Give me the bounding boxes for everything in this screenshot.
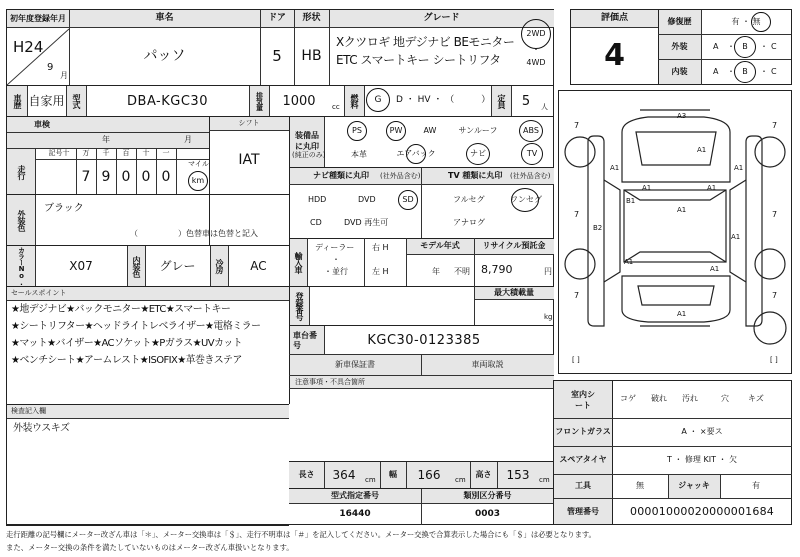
jack-value: 有 — [752, 481, 760, 490]
mile-label: マイル — [188, 160, 209, 168]
diag-corner-bl: [ ] — [572, 356, 580, 364]
owner-manual: 車両取説 — [471, 360, 504, 369]
interior-color-value: グレー — [159, 259, 196, 273]
model-value: DBA-KGC30 — [127, 93, 208, 109]
diag-a3: A3 — [677, 112, 687, 120]
drive-2wd: 2WD — [526, 29, 546, 38]
spare-tire-value: T ・ 修理 KIT ・ 欠 — [666, 455, 738, 464]
chassis-value: KGC30-0123385 — [367, 332, 481, 348]
grade-text: Xクツロギ 地デジナビ BEモニター ETC スマートキー シートリフタ — [336, 35, 515, 67]
fuel-other: D ・ HV ・ （ ） — [396, 95, 491, 105]
length-unit: cm — [365, 476, 376, 484]
model-year-label: モデル年式 — [420, 241, 460, 250]
equip-label: 装備品に丸印 — [295, 131, 319, 151]
equip-navi: ナビ — [470, 149, 486, 158]
height-unit: cm — [539, 476, 550, 484]
equip-airbag: エアバック — [396, 149, 436, 158]
tv-title: TV 種類に丸印 — [448, 171, 503, 180]
car-outline — [558, 90, 792, 374]
tv-analog: アナログ — [453, 218, 485, 227]
tv-fullseg: フルセグ — [453, 195, 485, 204]
equip-tv: TV — [526, 149, 538, 158]
ac-value: AC — [250, 259, 267, 273]
length-label: 長さ — [298, 470, 315, 479]
chassis-label: 車台番号 — [293, 331, 317, 350]
recycle-label: リサイクル預託金 — [482, 241, 546, 250]
inspection-label: 車検 — [34, 119, 50, 129]
sales-point-label: セールスポイント — [11, 289, 67, 297]
tv-oneseg: ワンセグ — [510, 195, 542, 204]
mgmt-no-label: 管理番号 — [567, 506, 599, 516]
displacement-label: 排気量 — [255, 92, 264, 110]
cc-unit: cc — [332, 103, 340, 111]
equip-sub: (純正のみ) — [292, 151, 326, 159]
type-no-label: 型式指定番号 — [331, 491, 379, 500]
shift-label: シフト — [238, 119, 260, 127]
navi-dvd-play: DVD 再生可 — [344, 218, 389, 227]
repair-value: 有 ・ 無 — [731, 17, 761, 26]
digit-label-5: 十 — [142, 149, 150, 157]
fuel-g: G — [374, 94, 382, 105]
spare-tire-label: スペアタイヤ — [559, 455, 607, 464]
navi-dvd: DVD — [358, 195, 376, 204]
equip-aw: AW — [423, 126, 437, 135]
drive-4wd: 4WD — [526, 58, 546, 67]
door-count: 5 — [272, 46, 282, 65]
interior-color-label: 内装色 — [132, 255, 141, 277]
ext-grade-b: B — [742, 42, 748, 51]
seat-hole: 穴 — [721, 394, 729, 403]
diag-a1-lower-left: A1 — [624, 258, 634, 266]
navi-hdd: HDD — [308, 195, 327, 204]
max-load-unit: kg — [544, 313, 553, 321]
diag-mark-tr: 7 — [772, 121, 778, 130]
navi-sub: (社外品含む) — [380, 172, 421, 180]
import-right-h: 右 H — [372, 243, 389, 252]
footer-note-2: また、メーター交換の条件を満たしていないものはメーター改ざん車扱いとなります。 — [6, 543, 294, 552]
body-shape: HB — [301, 48, 322, 64]
first-reg-label: 初年度登録年月 — [10, 13, 66, 23]
score-value: 4 — [604, 38, 625, 73]
model-year-unit: 年 — [432, 267, 440, 276]
color-no-value: X07 — [69, 259, 93, 273]
diag-a1-mid-right: A1 — [707, 184, 717, 192]
class-no-label: 類別区分番号 — [463, 491, 512, 500]
ext-grade-a: A — [713, 42, 719, 51]
length-value: 364 — [332, 468, 356, 482]
ext-grade-dot2: ・ — [760, 42, 768, 51]
diag-mark-bl: 7 — [574, 291, 580, 300]
exterior-color-label: 外装色 — [17, 209, 26, 231]
seat-burn: コゲ — [620, 394, 636, 403]
digit-label-6: 一 — [162, 149, 170, 157]
diag-mark-mr: 7 — [772, 210, 778, 219]
model-label: 型式 — [72, 94, 81, 108]
seat-dirt: 汚れ — [682, 394, 698, 403]
shape-label: 形状 — [302, 13, 321, 23]
int-grade-b: B — [742, 67, 748, 76]
score-label: 評価点 — [600, 13, 628, 23]
mileage-digit-6: 0 — [161, 169, 171, 185]
int-grade-dot2: ・ — [760, 67, 768, 76]
ext-grade-dot1: ・ — [727, 42, 735, 51]
shift-value: IAT — [238, 152, 260, 168]
mileage-digit-3: 9 — [101, 169, 111, 185]
diag-a1-roof: A1 — [677, 206, 687, 214]
mileage-digit-5: 0 — [141, 169, 151, 185]
ext-grade-c: C — [771, 42, 777, 51]
equip-leather: 本革 — [351, 150, 367, 159]
class-no-value: 0003 — [474, 509, 501, 519]
mileage-digit-4: 0 — [121, 169, 131, 185]
fuel-label: 燃料 — [350, 94, 359, 108]
mileage-kigo: 記号 — [48, 149, 63, 157]
diag-a1-mid-left: A1 — [642, 184, 652, 192]
import-label: 輸入車 — [294, 251, 303, 273]
repair-label: 修復歴 — [667, 17, 692, 26]
footer-note-1: 走行距離の記号欄にメーター改ざん車は「＊」、メーター交換車は「＄」、走行不明車は「＃」を記入してください。メーター交換で合算表示した場合にも「＄」は必要となります。 — [6, 530, 596, 539]
mgmt-no-value: 00001000020000001684 — [630, 505, 774, 518]
windshield-value: A ・ ×要ス — [681, 427, 723, 436]
equip-sunroof: サンルーフ — [458, 126, 498, 135]
equip-pw: PW — [389, 126, 403, 135]
navi-cd: CD — [310, 218, 322, 227]
tools-label: 工具 — [575, 481, 591, 490]
mileage-digit-2: 7 — [81, 169, 91, 185]
exterior-color-value: ブラック — [44, 203, 84, 214]
diag-b1: B1 — [626, 197, 636, 205]
first-reg-month: 9 — [47, 62, 54, 73]
interior-grade-label: 内装 — [671, 66, 688, 76]
grade-label: グレード — [423, 13, 460, 23]
diag-a1-right: A1 — [734, 164, 744, 172]
exterior-grade-label: 外装 — [671, 41, 688, 51]
car-name-label: 車名 — [155, 13, 174, 23]
width-unit: cm — [455, 476, 466, 484]
capacity-label: 定員 — [497, 94, 506, 108]
navi-sd: SD — [402, 195, 414, 204]
int-grade-c: C — [771, 67, 777, 76]
diag-corner-br: [ ] — [770, 356, 778, 364]
drive-dot: ・ — [532, 45, 540, 54]
inspection-month: 月 — [184, 135, 192, 144]
digit-label-2: 万 — [82, 149, 90, 157]
capacity-value: 5 — [521, 93, 531, 109]
diag-a1-left: A1 — [610, 164, 620, 172]
int-grade-a: A — [713, 67, 719, 76]
diag-a1-hood: A1 — [697, 146, 707, 154]
tools-value: 無 — [636, 481, 644, 490]
repair-none-circle — [751, 12, 771, 32]
sales-point-line-3: ★マット★バイザー★ACソケット★Pガラス★UVカット — [11, 338, 243, 349]
notes-label: 注意事項・不具合箇所 — [295, 378, 365, 386]
width-label: 幅 — [389, 470, 397, 479]
height-value: 153 — [506, 468, 530, 482]
diag-mark-ml: 7 — [574, 210, 580, 219]
width-value: 166 — [417, 468, 441, 482]
equip-ps: PS — [352, 126, 362, 135]
navi-title: ナビ種類に丸印 — [313, 171, 369, 180]
diag-a1-side-right: A1 — [731, 233, 741, 241]
interior-seat-label: 室内シート — [571, 389, 595, 410]
mileage-digit-1 — [56, 160, 76, 194]
tv-sub: (社外品含む) — [510, 172, 551, 180]
diag-b2: B2 — [593, 224, 603, 232]
windshield-label: フロントガラス — [555, 427, 611, 436]
diag-mark-tl: 7 — [574, 121, 580, 130]
model-year-value: 不明 — [454, 267, 470, 276]
diag-mark-br: 7 — [772, 291, 778, 300]
height-label: 高さ — [475, 470, 492, 479]
equip-abs: ABS — [523, 126, 539, 135]
ac-label: 冷房 — [215, 259, 224, 273]
digit-label-3: 千 — [102, 149, 110, 157]
inspector-label: 検査記入欄 — [11, 407, 46, 415]
door-label: ドア — [268, 13, 286, 23]
seat-tear: 破れ — [651, 394, 667, 403]
diag-a1-lower-right: A1 — [710, 265, 720, 273]
use-value: 自家用 — [28, 94, 65, 108]
digit-label-4: 百 — [122, 149, 130, 157]
max-load-label: 最大積載量 — [494, 288, 534, 297]
jack-label: ジャッキ — [678, 481, 710, 490]
color-no-label: カラーNo. — [17, 246, 26, 286]
digit-label-1: 十 — [62, 149, 70, 157]
recycle-value: 8,790 — [481, 263, 513, 276]
int-grade-dot1: ・ — [727, 67, 735, 76]
import-dealer: ディーラー — [315, 243, 355, 252]
new-car-warranty: 新車保証書 — [335, 360, 375, 369]
exterior-color-note: （ ）色替車は色替と記入 — [130, 229, 258, 238]
sales-point-line-4: ★ベンチシート★アームレスト★ISOFIX★革巻きステア — [11, 355, 242, 366]
capacity-unit: 人 — [541, 103, 548, 111]
import-dot: ・ — [332, 255, 340, 264]
mileage-label: 走行 — [17, 165, 26, 179]
inspection-year: 年 — [102, 135, 110, 144]
import-parallel: ・並行 — [324, 267, 348, 276]
first-reg-month-unit: 月 — [60, 71, 68, 80]
seat-scratch: キズ — [748, 394, 764, 403]
import-left-h: 左 H — [372, 267, 389, 276]
registry-label: 登録番号 — [295, 292, 304, 320]
diag-a1-rear: A1 — [677, 310, 687, 318]
sales-point-line-1: ★地デジナビ★バックモニター★ETC★スマートキー — [11, 304, 231, 315]
car-name: パッソ — [143, 48, 186, 64]
recycle-unit: 円 — [544, 267, 552, 276]
first-reg-era: H24 — [13, 38, 44, 56]
inspector-text: 外装ウスキズ — [13, 423, 70, 434]
displacement-value: 1000 — [282, 93, 316, 109]
sales-point-line-2: ★シートリフター★ヘッドライトレベライザー★電格ミラー — [11, 321, 261, 332]
type-no-value: 16440 — [339, 509, 371, 519]
use-label: 車歴 — [13, 94, 22, 108]
km-label: km — [191, 176, 205, 185]
